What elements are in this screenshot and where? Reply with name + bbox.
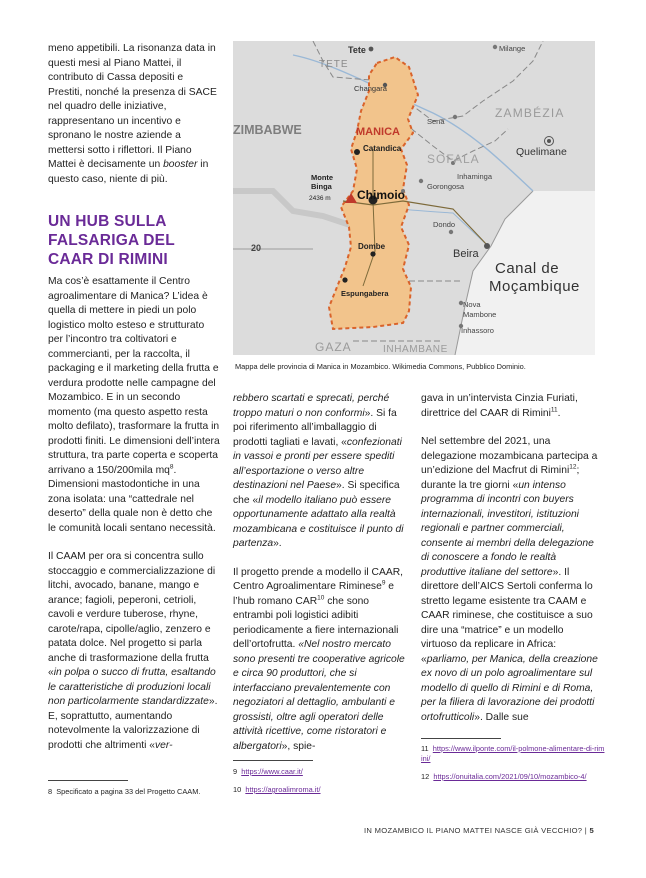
- map-label-milange: Milange: [499, 44, 526, 53]
- page-number: 5: [589, 826, 594, 835]
- map-label-gorongosa: Gorongosa: [427, 182, 465, 191]
- map-figure: [233, 41, 595, 355]
- paragraph-packaging: rebbero scartati e sprecati, perché troppo maturi o non conformi». Si fa poi riferimento all’imballaggio di prodotti tagliati e lavati, «confezionati in vassoi e pronti per essere spediti all’esportazione o verso altre destinazioni nel Paese». Si specifica che «il modello italiano può essere opportunamente adattato alla realtà mozambicana e costituisce il punto di partenza».: [233, 393, 404, 549]
- footnote-divider-1: [48, 780, 128, 781]
- map-label-inhambane: INHAMBANE: [383, 344, 448, 355]
- map-label-chimoio: Chimoio: [357, 188, 405, 202]
- footnote-10-link[interactable]: https://agroalimroma.it/: [245, 785, 321, 794]
- footnote-divider-2: [233, 760, 313, 761]
- manica-province-map: [233, 41, 595, 355]
- footnote-8: 8 Specificato a pagina 33 del Progetto CAAM.: [48, 787, 201, 796]
- map-label-nova-mambone-2: Mambone: [463, 310, 497, 319]
- map-label-dombe: Dombe: [358, 242, 386, 251]
- map-label-gaza: GAZA: [315, 340, 352, 354]
- map-label-inhassoro: Inhassoro: [461, 326, 494, 335]
- paragraph-caam-products: Il CAAM per ora si concentra sullo stoccaggio e commercializzazione di litchi, avocado, banane, mango e arance; fagioli, peperoni, cetrioli, cavoli e verdure tuberose, rhyne, carote/rapa, cipolle/aglio, zenzero e patata dolce. Nel progetto si parla anche di trasformazione della frutta «in polpa o succo di frutta, esaltando le caratteristiche di produzioni locali non particolarmente standardizzate». E, soprattutto, aumentando notevolmente la valorizzazione di prodotti che altrimenti «ver-: [48, 551, 218, 751]
- footnote-12: 12 https://onuitalia.com/2021/09/10/mozambico-4/: [421, 772, 587, 781]
- paragraph-macfrut: Nel settembre del 2021, una delegazione mozambicana partecipa a un’edizione del Macfrut di Rimini$^{12}$; durante la tre giorni «un intenso programma di incontri con buyers internazionali, investitori, istituzioni regionali e partner commerciali, consente ai membri della delegazione di conoscere a fondo le realtà produttive italiane del settore». Il direttore dell’AICS Sertoli conferma lo stretto legame esistente tra CAAM e CAAR riminese, che costituisce a suo dire una “matrice” e un modello virtuoso da replicare in Africa: «parliamo, per Manica, della creazione ex novo di un polo agroalimentare sul modello di quello di Rimini e di Roma, per la filiera di lavorazione dei prodotti ortofrutticoli». Dalle sue: [421, 436, 598, 723]
- map-label-tete-region: TETE: [319, 59, 349, 70]
- paragraph-intro: meno appetibili. La risonanza data in questi mesi al Piano Mattei, il contributo di Cassa depositi e Prestiti, nonché la presenza di SACE nel quadro delle iniziative, rappresentano un incentivo e spronano le nostre aziende a mettersi sotto i riflettori. Il Piano Mattei è decisamente un booster in questo caso, niente di più.: [48, 43, 217, 185]
- footnote-divider-3: [421, 738, 501, 739]
- map-label-catandica: Catandica: [363, 144, 402, 153]
- paragraph-caar-model: Il progetto prende a modello il CAAR, Centro Agroalimentare Riminese$^9$ e l’hub romano CAR$^{10}$ che sono entrambi poli logistici adibiti periodicamente a fiere internazionali dell’ortofrutta. «Nel nostro mercato sono presenti tre cooperative agricole e circa 90 produttori, che si interfacciano prevalentemente con negoziatori al dettaglio, ambulanti e grossisti, oltre agli operatori delle attività ricettive, come ristoratori e albergatori», spie-: [233, 566, 405, 752]
- map-label-changara: Changara: [354, 84, 387, 93]
- map-label-espungabera: Espungabera: [341, 289, 389, 298]
- column-2: [233, 392, 408, 768]
- map-label-beira: Beira: [453, 248, 479, 260]
- map-label-monte-binga-1: Monte: [311, 173, 334, 182]
- paragraph-caam-definition: Ma cos’è esattamente il Centro agroalimentare di Manica? L’idea è quella di mettere in piedi un polo logistico molto esteso e strutturato per l’incontro tra coltivatori e commercianti, per la raccolta, il packaging e il marketing della frutta e verdura prodotte nelle campagne del Mozambico. E in un secondo momento (ma questo aspetto resta molto defilato), trasformare la frutta in prodotti finiti. Le dimensioni dell’intera struttura, tra parte coperta e scoperta arrivano a 150/200mila $mq^8$. Dimensioni mastodontiche in una zona isolata: una “cattedrale nel deserto” della quale non è detto che le comunità locali sentano necessità.: [48, 276, 220, 534]
- footnote-10: 10 https://agroalimroma.it/: [233, 785, 321, 794]
- footnote-12-link[interactable]: https://onuitalia.com/2021/09/10/mozambico-4/: [433, 772, 587, 781]
- map-caption: Mappa delle provincia di Manica in Mozambico. Wikimedia Commons, Pubblico Dominio.: [235, 362, 526, 371]
- map-label-nova-mambone-1: Nova: [463, 300, 481, 309]
- section-heading: UN HUB SULLA FALSARIGA DEL CAAR DI RIMINI: [48, 213, 175, 268]
- footnote-11-link[interactable]: https://www.ilponte.com/il-polmone-alimentare-di-rimini/: [421, 744, 605, 763]
- map-label-sena: Sena: [427, 117, 445, 126]
- map-label-monte-binga-2: Binga: [311, 182, 332, 191]
- footnote-11: 11 https://www.ilponte.com/il-polmone-alimentare-di-rimini/: [421, 744, 605, 763]
- column-1-body: [48, 275, 220, 767]
- footnote-9: 9 https://www.caar.it/: [233, 767, 303, 776]
- paragraph-furiati: gava in un’intervista Cinzia Furiati, direttrice del CAAR di Rimini$^{11}$.: [421, 393, 578, 419]
- page-footer: [364, 826, 594, 835]
- map-label-latitude-20: 20: [251, 243, 262, 253]
- map-label-zambezia: ZAMBÉZIA: [495, 106, 565, 120]
- footnote-9-link[interactable]: https://www.caar.it/: [241, 767, 303, 776]
- map-label-inhaminga: Inhaminga: [457, 172, 493, 181]
- map-label-sofala: SOFALA: [427, 152, 480, 166]
- map-label-canal-1: Canal de: [495, 260, 560, 277]
- column-3: [421, 392, 598, 739]
- map-label-quelimane: Quelimane: [516, 146, 567, 158]
- running-title: IN MOZAMBICO IL PIANO MATTEI NASCE GIÀ VECCHIO?: [364, 826, 583, 835]
- column-1: [48, 42, 220, 201]
- footer-separator: |: [584, 826, 588, 835]
- map-label-dondo: Dondo: [433, 220, 456, 229]
- map-label-monte-binga-3: 2436 m: [309, 195, 331, 202]
- map-label-zimbabwe: ZIMBABWE: [233, 123, 302, 137]
- map-label-manica: MANICA: [356, 126, 400, 138]
- map-label-canal-2: Moçambique: [489, 278, 580, 295]
- map-label-tete-city: Tete: [348, 45, 366, 55]
